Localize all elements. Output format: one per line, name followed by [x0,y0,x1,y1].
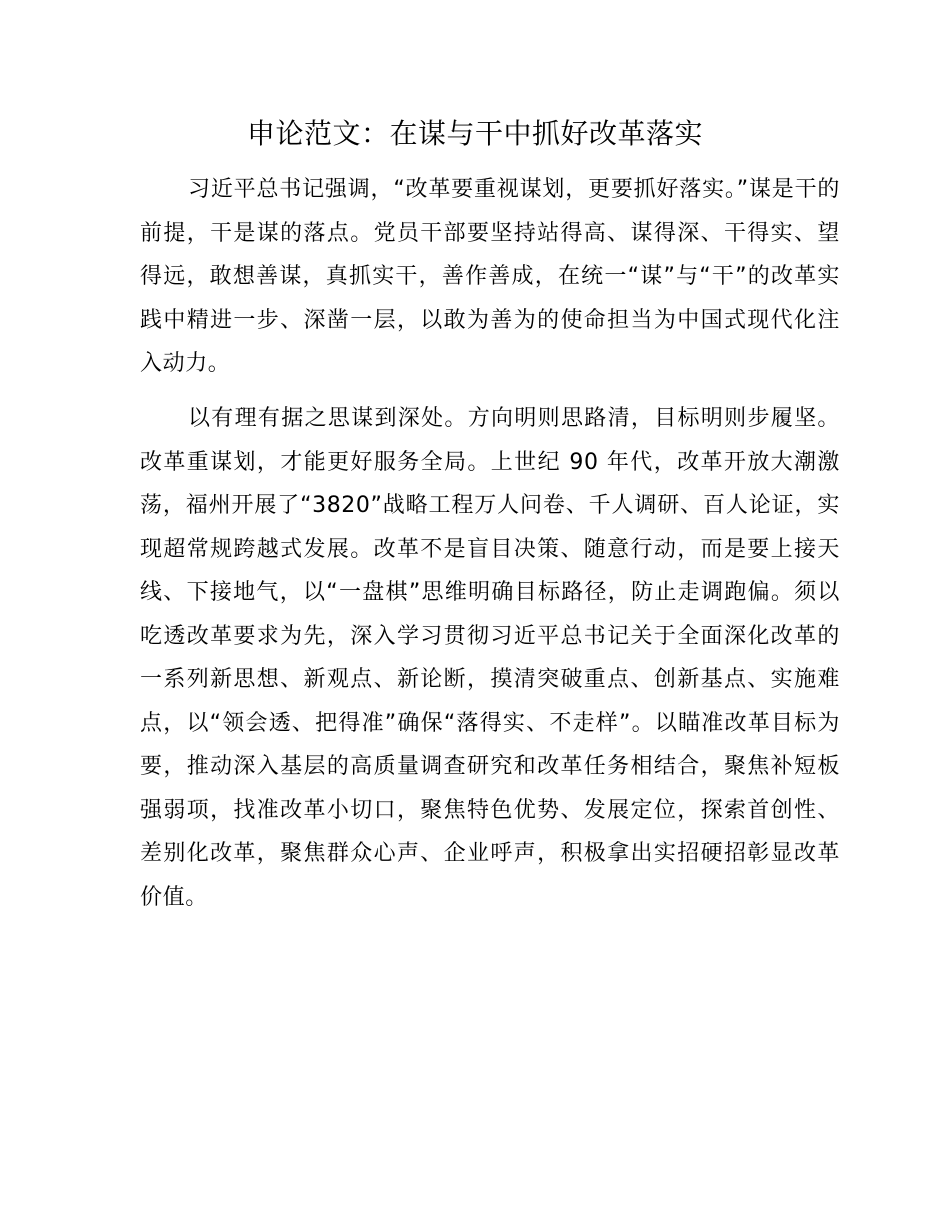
paragraph-intro: 习近平总书记强调，“改革要重视谋划，更要抓好落实。”谋是干的前提，干是谋的落点。党员干部要坚持站得高、谋得深、干得实、望得远，敢想善谋，真抓实干，善作善成，在统一“谋”与“干”的改革实践中精进一步、深凿一层，以敢为善为的使命担当为中国式现代化注入动力。 [140,177,840,376]
paragraph-planning: 以有理有据之思谋到深处。方向明则思路清，目标明则步履坚。改革重谋划，才能更好服务全局。上世纪 90 年代，改革开放大潮激荡，福州开展了“3820”战略工程万人问卷、千人调研、百人论证，实现超常规跨越式发展。改革不是盲目决策、随意行动，而是要上接天线、下接地气，以“一盘棋”思维明确目标路径，防止走调跑偏。须以吃透改革要求为先，深入学习贯彻习近平总书记关于全面深化改革的一系列新思想、新观点、新论断，摸清突破重点、创新基点、实施难点，以“领会透、把得准”确保“落得实、不走样”。以瞄准改革目标为要，推动深入基层的高质量调查研究和改革任务相结合，聚焦补短板强弱项，找准改革小切口，聚焦特色优势、发展定位，探索首创性、差别化改革，聚焦群众心声、企业呼声，积极拿出实招硬招彰显改革价值。 [140,406,840,910]
document-title: 申论范文：在谋与干中抓好改革落实 [246,117,703,150]
